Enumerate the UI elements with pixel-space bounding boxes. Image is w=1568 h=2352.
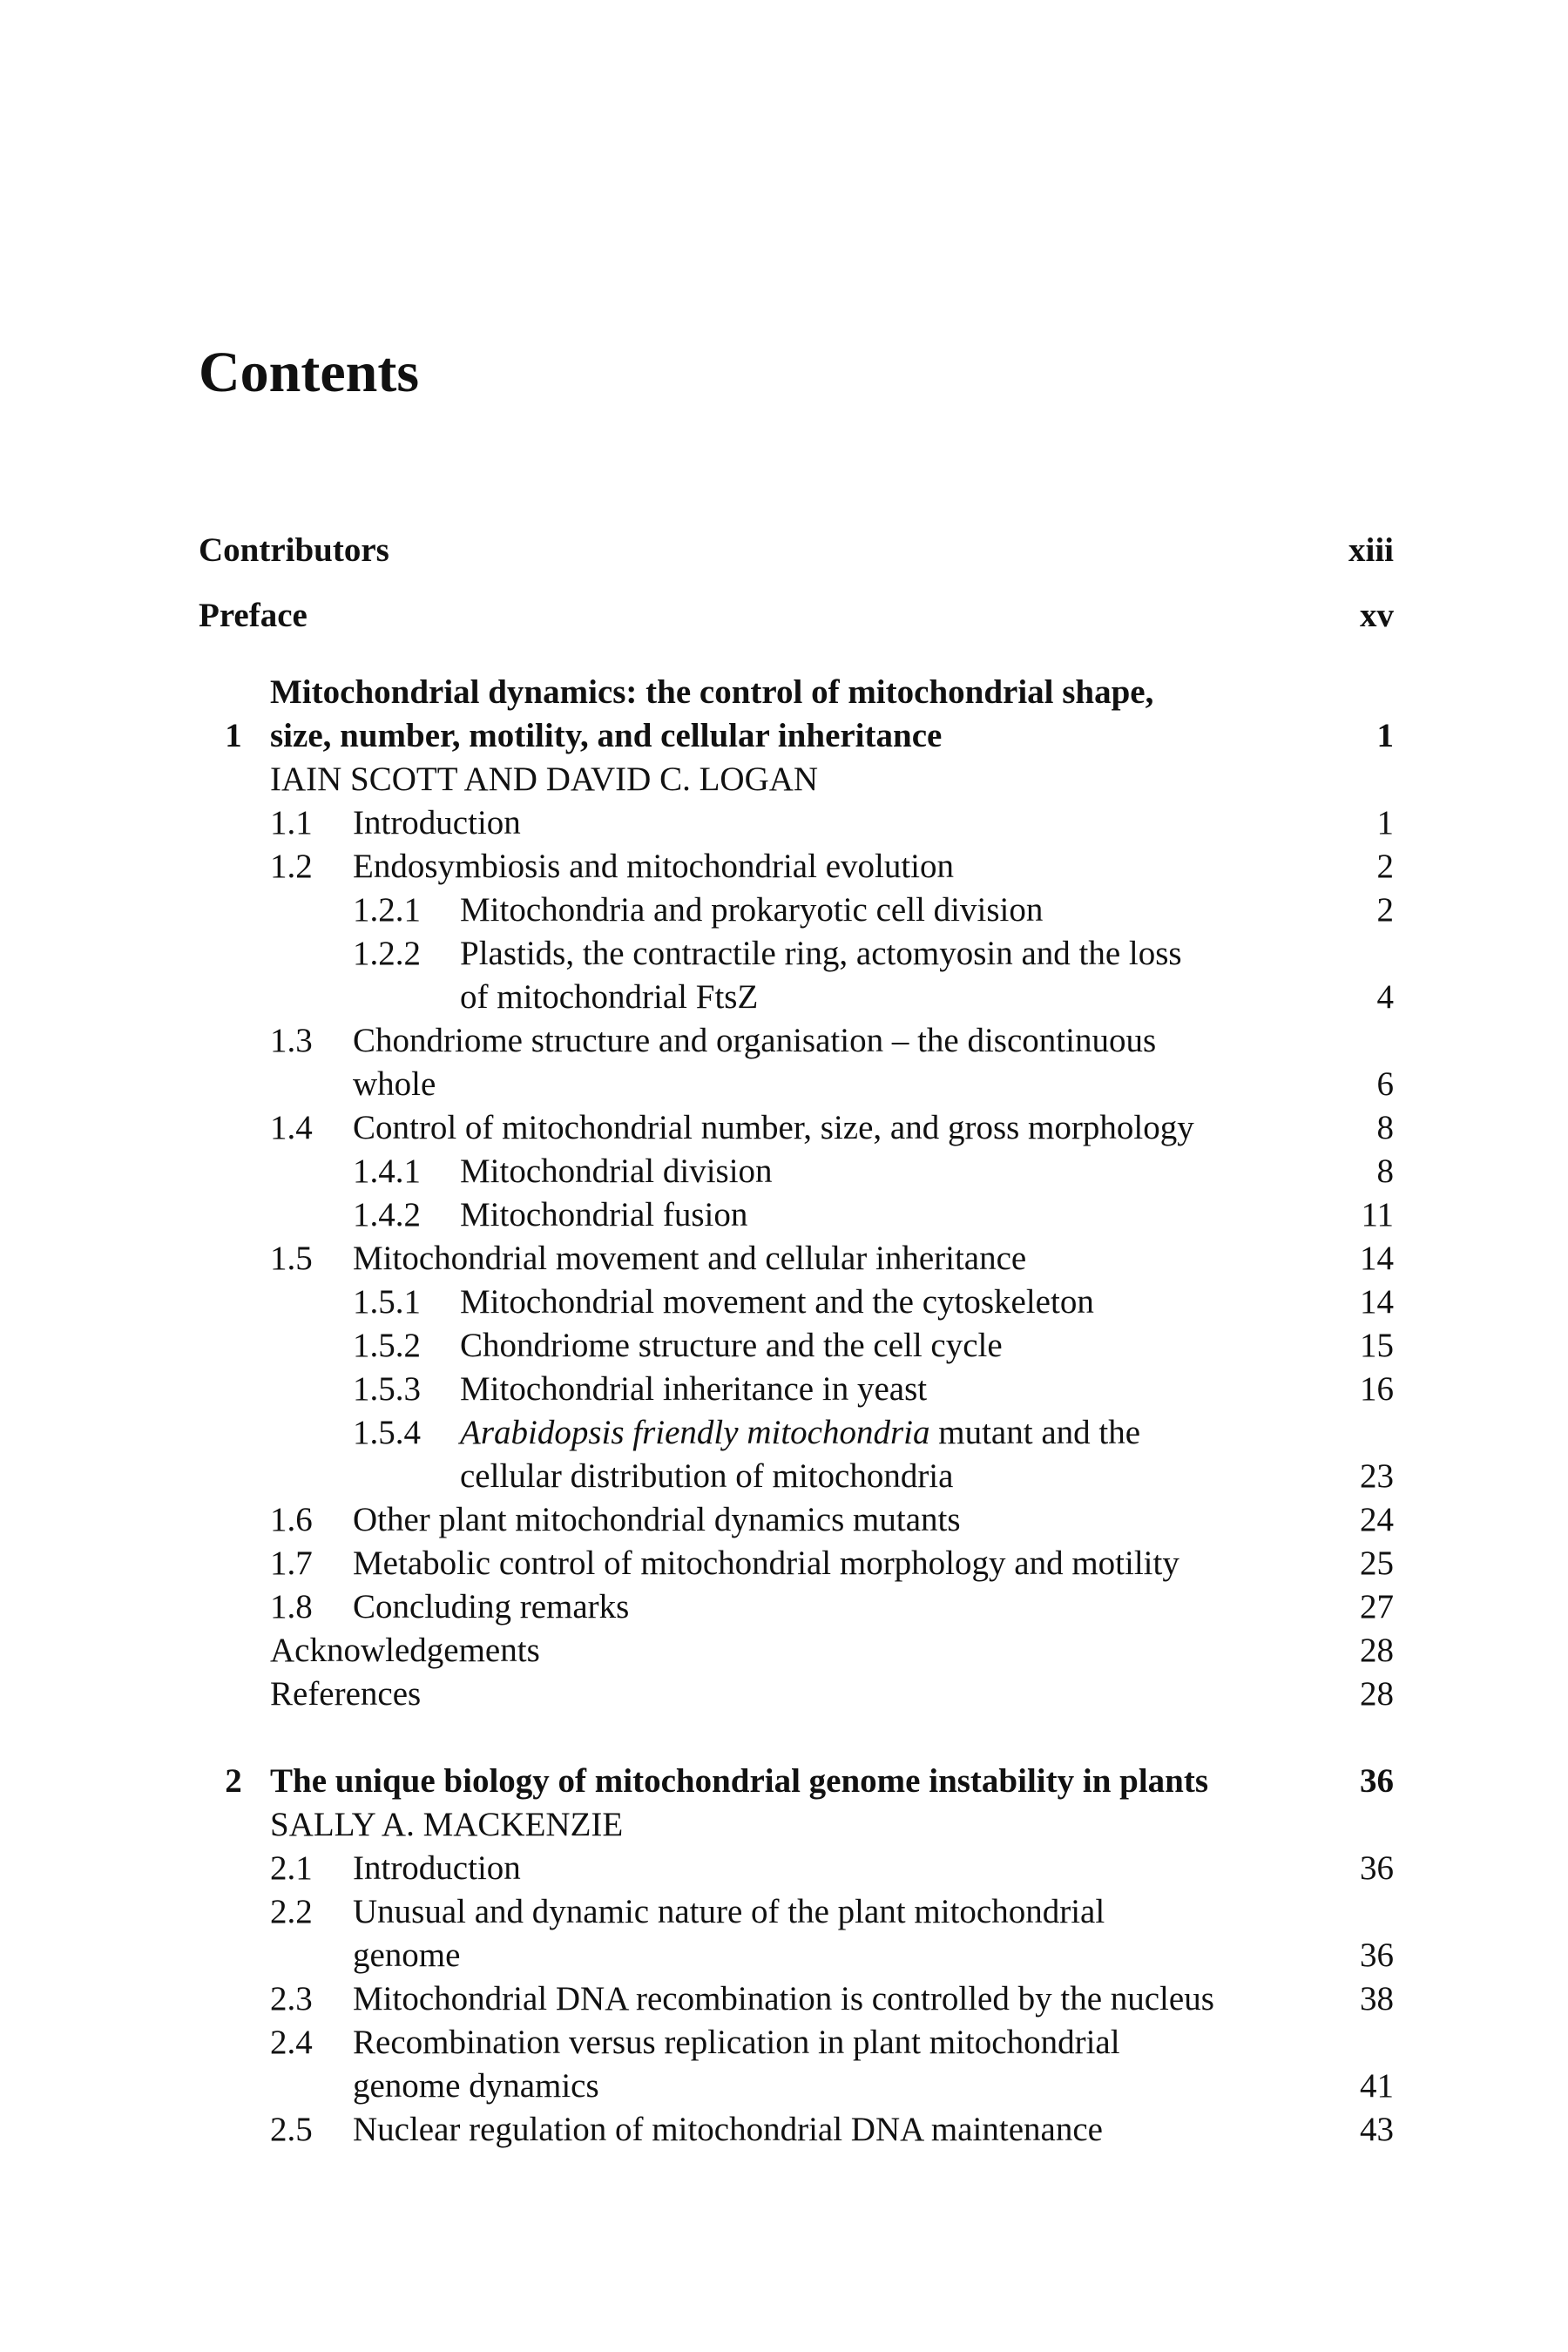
toc-page-number: 1 [1376, 804, 1394, 841]
toc-page-number: 36 [1360, 1936, 1394, 1974]
toc-acknowledgements-entry[interactable]: Acknowledgements 28 [199, 1629, 1394, 1673]
chapter-authors: IAIN SCOTT AND DAVID C. LOGAN [270, 760, 819, 798]
toc-page-number: 15 [1360, 1327, 1394, 1364]
toc-section-entry[interactable]: 1.1 Introduction 1 [199, 801, 1394, 845]
toc-page-number: 25 [1360, 1544, 1394, 1582]
toc-section-entry[interactable]: 2.3 Mitochondrial DNA recombination is controlled by the nucleus 38 [199, 1977, 1394, 2021]
toc-entry-label: Contributors [199, 531, 389, 569]
toc-section-entry[interactable]: 1.8 Concluding remarks 27 [199, 1585, 1394, 1629]
toc-page-number: 6 [1376, 1065, 1394, 1103]
toc-section-entry[interactable]: 2.2 Unusual and dynamic nature of the plant mitochondrial genome 36 [199, 1890, 1394, 1977]
toc-section-entry[interactable]: 1.5 Mitochondrial movement and cellular inheritance 14 [199, 1237, 1394, 1281]
toc-entry-contributors[interactable] [199, 529, 1394, 572]
toc-section-entry[interactable]: 1.4 Control of mitochondrial number, size, and gross morphology 8 [199, 1106, 1394, 1150]
toc-subsection-entry[interactable]: 1.5.1 Mitochondrial movement and the cytoskeleton 14 [199, 1281, 1394, 1324]
toc-page-number: 4 [1376, 978, 1394, 1016]
table-of-contents [199, 529, 1394, 2152]
toc-page-number: 36 [1360, 1762, 1394, 1800]
chapter-number: 1 [225, 717, 242, 754]
toc-subsection-entry[interactable]: 1.2.2 Plastids, the contractile ring, actomyosin and the loss of mitochondrial FtsZ 4 [199, 932, 1394, 1019]
toc-page-number: 36 [1360, 1849, 1394, 1887]
toc-subsection-entry[interactable]: 1.5.4 Arabidopsis friendly mitochondria mutant and the cellular distribution of mitochondria 23 [199, 1411, 1394, 1498]
toc-subsection-entry[interactable]: 1.4.2 Mitochondrial fusion 11 [199, 1193, 1394, 1237]
toc-entry-label: Preface [199, 597, 308, 634]
toc-page-number: 8 [1376, 1109, 1394, 1146]
toc-subsection-entry[interactable]: 1.5.3 Mitochondrial inheritance in yeast 16 [199, 1368, 1394, 1411]
toc-page-number: 8 [1376, 1152, 1394, 1190]
toc-page-number: 24 [1360, 1501, 1394, 1538]
toc-page-number: 1 [1376, 717, 1394, 754]
toc-page-number: 23 [1360, 1457, 1394, 1495]
toc-subsection-entry[interactable]: 1.5.2 Chondriome structure and the cell cycle 15 [199, 1324, 1394, 1368]
toc-page-number: 27 [1360, 1588, 1394, 1625]
chapter-2 [199, 1760, 1394, 2152]
toc-page-number: xiii [1348, 531, 1394, 569]
toc-page-number: 16 [1360, 1370, 1394, 1408]
toc-section-entry[interactable]: 2.5 Nuclear regulation of mitochondrial DNA maintenance 43 [199, 2108, 1394, 2152]
toc-page-number: 2 [1376, 891, 1394, 929]
toc-page-number: 38 [1360, 1980, 1394, 2017]
chapter-title-line: The unique biology of mitochondrial genome instability in plants [270, 1762, 1209, 1800]
chapter-title-entry[interactable] [199, 1760, 1394, 1803]
chapter-number: 2 [225, 1762, 242, 1800]
toc-page-number: 14 [1360, 1240, 1394, 1277]
toc-section-entry[interactable]: 1.6 Other plant mitochondrial dynamics mutants 24 [199, 1498, 1394, 1542]
chapter-title-entry[interactable] [199, 671, 1394, 758]
toc-subsection-entry[interactable]: 1.2.1 Mitochondria and prokaryotic cell division 2 [199, 889, 1394, 932]
page-title: Contents [199, 341, 420, 404]
toc-section-entry[interactable]: 1.7 Metabolic control of mitochondrial morphology and motility 25 [199, 1542, 1394, 1585]
toc-section-entry[interactable]: 2.4 Recombination versus replication in plant mitochondrial genome dynamics 41 [199, 2021, 1394, 2108]
toc-page-number: 2 [1376, 848, 1394, 885]
toc-section-entry[interactable]: 1.3 Chondriome structure and organisation – the discontinuous whole 6 [199, 1019, 1394, 1106]
chapter-1 [199, 671, 1394, 1716]
toc-entry-preface[interactable] [199, 594, 1394, 638]
chapter-title-line: size, number, motility, and cellular inheritance [270, 717, 943, 754]
toc-page-number: 41 [1360, 2067, 1394, 2105]
toc-page-number: 28 [1360, 1675, 1394, 1713]
toc-references-entry[interactable]: References 28 [199, 1673, 1394, 1716]
toc-page-number: 28 [1360, 1632, 1394, 1669]
toc-page-number: 43 [1360, 2111, 1394, 2148]
toc-page-number: xv [1360, 597, 1394, 634]
toc-section-entry[interactable]: 1.2 Endosymbiosis and mitochondrial evolution 2 [199, 845, 1394, 889]
toc-page-number: 14 [1360, 1283, 1394, 1321]
chapter-title-line: Mitochondrial dynamics: the control of mitochondrial shape, [270, 673, 1154, 711]
toc-subsection-entry[interactable]: 1.4.1 Mitochondrial division 8 [199, 1150, 1394, 1193]
chapter-authors: SALLY A. MACKENZIE [270, 1806, 624, 1843]
toc-section-entry[interactable]: 2.1 Introduction 36 [199, 1847, 1394, 1890]
toc-page-number: 11 [1361, 1196, 1394, 1233]
